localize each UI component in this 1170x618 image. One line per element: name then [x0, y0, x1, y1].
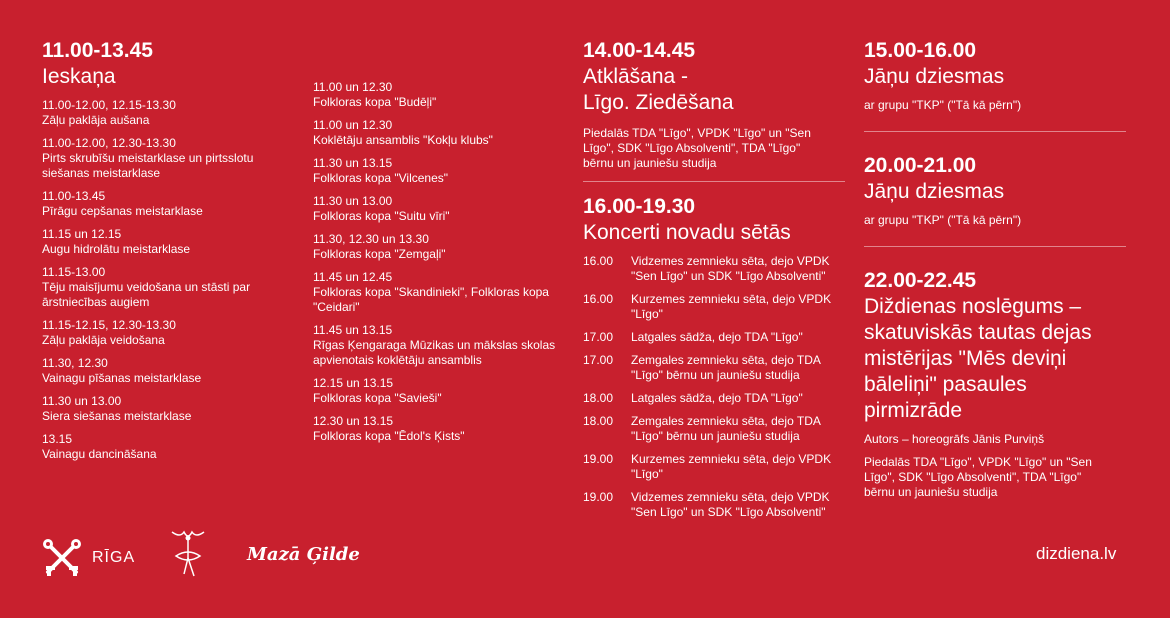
schedule-entry — [313, 376, 563, 406]
schedule-column-3 — [583, 38, 843, 528]
entry-time: 11.00-12.00, 12.30-13.30 — [42, 136, 176, 150]
schedule-column-1 — [42, 38, 292, 470]
entry-description: Folkloras kopa "Skandinieki", Folkloras kopa "Ceidari" — [313, 285, 549, 314]
schedule-entry — [42, 189, 292, 219]
schedule-entry — [42, 432, 292, 462]
entry-description: Folkloras kopa "Zemgaļi" — [313, 247, 446, 261]
section-time: 22.00-22.45 — [864, 269, 977, 292]
author-line: Autors – horeogrāfs Jānis Purviņš — [864, 432, 1045, 446]
concert-entry — [583, 254, 843, 284]
entry-description: Latgales sādža, dejo TDA "Līgo" — [631, 330, 803, 344]
entry-time: 11.00 un 12.30 — [313, 118, 393, 132]
section-title: Ieskaņa — [42, 65, 116, 88]
entry-description: Siera siešanas meistarklase — [42, 409, 192, 423]
entry-time: 11.30 un 13.00 — [42, 394, 122, 408]
concert-entry — [583, 330, 843, 345]
entry-description: Zāļu paklāja aušana — [42, 113, 150, 127]
schedule-entry — [313, 270, 563, 315]
entry-description: Koklētāju ansamblis "Kokļu klubs" — [313, 133, 493, 147]
entry-description: Folkloras kopa "Vilcenes" — [313, 171, 449, 185]
entry-time: 19.00 — [583, 452, 614, 466]
entry-description: Zemgales zemnieku sēta, dejo TDA "Līgo" bērnu un jauniešu studija — [631, 414, 821, 443]
schedule-entry — [313, 80, 563, 110]
entry-description: Zāļu paklāja veidošana — [42, 333, 165, 347]
section-time: 15.00-16.00 — [864, 39, 977, 62]
divider — [864, 131, 1126, 132]
entry-time: 11.15-12.15, 12.30-13.30 — [42, 318, 176, 332]
entry-description: Vidzemes zemnieku sēta, dejo VPDK "Sen Līgo" un SDK "Līgo Absolventi" — [631, 490, 830, 519]
section-time: 20.00-21.00 — [864, 154, 977, 177]
schedule-entry — [313, 156, 563, 186]
entry-time: 16.00 — [583, 254, 614, 268]
schedule-entry — [42, 227, 292, 257]
section-title: Koncerti novadu sētās — [583, 221, 791, 244]
entry-description: Vainagu dancināšana — [42, 447, 157, 461]
schedule-entry — [42, 394, 292, 424]
section-title: Atklāšana - — [583, 65, 689, 88]
section-description: ar grupu "TKP" ("Tā kā pērn") — [864, 98, 1022, 112]
entry-time: 18.00 — [583, 414, 614, 428]
entry-time: 11.30 un 13.00 — [313, 194, 393, 208]
entry-time: 11.00-12.00, 12.15-13.30 — [42, 98, 176, 112]
entry-time: 11.00 un 12.30 — [313, 80, 393, 94]
riga-logo — [42, 538, 135, 578]
entry-time: 17.00 — [583, 353, 614, 367]
section-title: Diždienas noslēgums – skatuviskās tautas dejas mistērijas "Mēs deviņi bāleliņi" pasaules pirmizrāde — [864, 295, 1092, 422]
schedule-entry — [42, 318, 292, 348]
entry-time: 11.45 un 12.45 — [313, 270, 393, 284]
schedule-entry — [42, 98, 292, 128]
entry-description: Folkloras kopa "Ēdol's Ķists" — [313, 429, 465, 443]
section-description: Piedalās TDA "Līgo", VPDK "Līgo" un "Sen Līgo", SDK "Līgo Absolventi", TDA "Līgo" bērnu un jauniešu studija — [583, 126, 811, 170]
entry-time: 16.00 — [583, 292, 614, 306]
schedule-entry — [313, 323, 563, 368]
schedule-column-2 — [313, 80, 563, 452]
divider — [583, 181, 845, 182]
entry-time: 19.00 — [583, 490, 614, 504]
concert-entry — [583, 391, 843, 406]
concert-entry — [583, 414, 843, 444]
concert-entry — [583, 452, 843, 482]
entry-description: Zemgales zemnieku sēta, dejo TDA "Līgo" bērnu un jauniešu studija — [631, 353, 821, 382]
schedule-entry — [313, 232, 563, 262]
schedule-entry — [42, 356, 292, 386]
section-time: 14.00-14.45 — [583, 39, 696, 62]
entry-description: Folkloras kopa "Savieši" — [313, 391, 442, 405]
entry-description: Kurzemes zemnieku sēta, dejo VPDK "Līgo" — [631, 452, 832, 481]
entry-time: 11.30, 12.30 — [42, 356, 108, 370]
concert-entry — [583, 353, 843, 383]
section-description: Piedalās TDA "Līgo", VPDK "Līgo" un "Sen Līgo", SDK "Līgo Absolventi", TDA "Līgo" bērnu un jauniešu studija — [864, 455, 1092, 499]
entry-description: Vainagu pīšanas meistarklase — [42, 371, 202, 385]
section-title: Jāņu dziesmas — [864, 65, 1005, 88]
schedule-entry — [42, 265, 292, 310]
section-time: 11.00-13.45 — [42, 39, 153, 62]
section-title: Jāņu dziesmas — [864, 180, 1005, 203]
section-time: 16.00-19.30 — [583, 195, 696, 218]
concert-entry — [583, 292, 843, 322]
riga-keys-logo-icon — [42, 538, 82, 578]
schedule-entry — [313, 118, 563, 148]
entry-time: 12.15 un 13.15 — [313, 376, 394, 390]
entry-time: 12.30 un 13.15 — [313, 414, 394, 428]
entry-description: Folkloras kopa "Suitu vīri" — [313, 209, 450, 223]
entry-description: Kurzemes zemnieku sēta, dejo VPDK "Līgo" — [631, 292, 832, 321]
schedule-entry — [42, 136, 292, 181]
entry-description: Rīgas Ķengaraga Mūzikas un mākslas skolas apvienotais koklētāju ansamblis — [313, 338, 556, 367]
riga-label: RĪGA — [92, 549, 136, 566]
entry-time: 17.00 — [583, 330, 614, 344]
divider — [864, 246, 1126, 247]
entry-description: Tēju maisījumu veidošana un stāsti par ārstniecības augiem — [42, 280, 251, 309]
entry-time: 11.45 un 13.15 — [313, 323, 393, 337]
section-title: Līgo. Ziedēšana — [583, 91, 734, 114]
entry-description: Vidzemes zemnieku sēta, dejo VPDK "Sen Līgo" un SDK "Līgo Absolventi" — [631, 254, 830, 283]
entry-time: 11.00-13.45 — [42, 189, 106, 203]
entry-time: 11.15 un 12.15 — [42, 227, 122, 241]
schedule-column-4 — [864, 38, 1126, 500]
entry-time: 13.15 — [42, 432, 73, 446]
entry-description: Latgales sādža, dejo TDA "Līgo" — [631, 391, 803, 405]
dancer-logo-icon — [168, 528, 208, 580]
entry-time: 11.15-13.00 — [42, 265, 106, 279]
schedule-entry — [313, 194, 563, 224]
entry-description: Augu hidrolātu meistarklase — [42, 242, 191, 256]
schedule-entry — [313, 414, 563, 444]
entry-time: 11.30, 12.30 un 13.30 — [313, 232, 429, 246]
entry-description: Pirts skrubīšu meistarklase un pirtsslotu siešanas meistarklase — [42, 151, 254, 180]
entry-time: 11.30 un 13.15 — [313, 156, 393, 170]
section-description: ar grupu "TKP" ("Tā kā pērn") — [864, 213, 1022, 227]
website-link[interactable]: dizdiena.lv — [1036, 544, 1117, 563]
entry-description: Pīrāgu cepšanas meistarklase — [42, 204, 203, 218]
entry-time: 18.00 — [583, 391, 614, 405]
concert-entry — [583, 490, 843, 520]
dancer-logo — [168, 528, 208, 585]
entry-description: Folkloras kopa "Budēļi" — [313, 95, 437, 109]
maza-gilde-logo: Mazā Ģilde — [247, 544, 360, 565]
